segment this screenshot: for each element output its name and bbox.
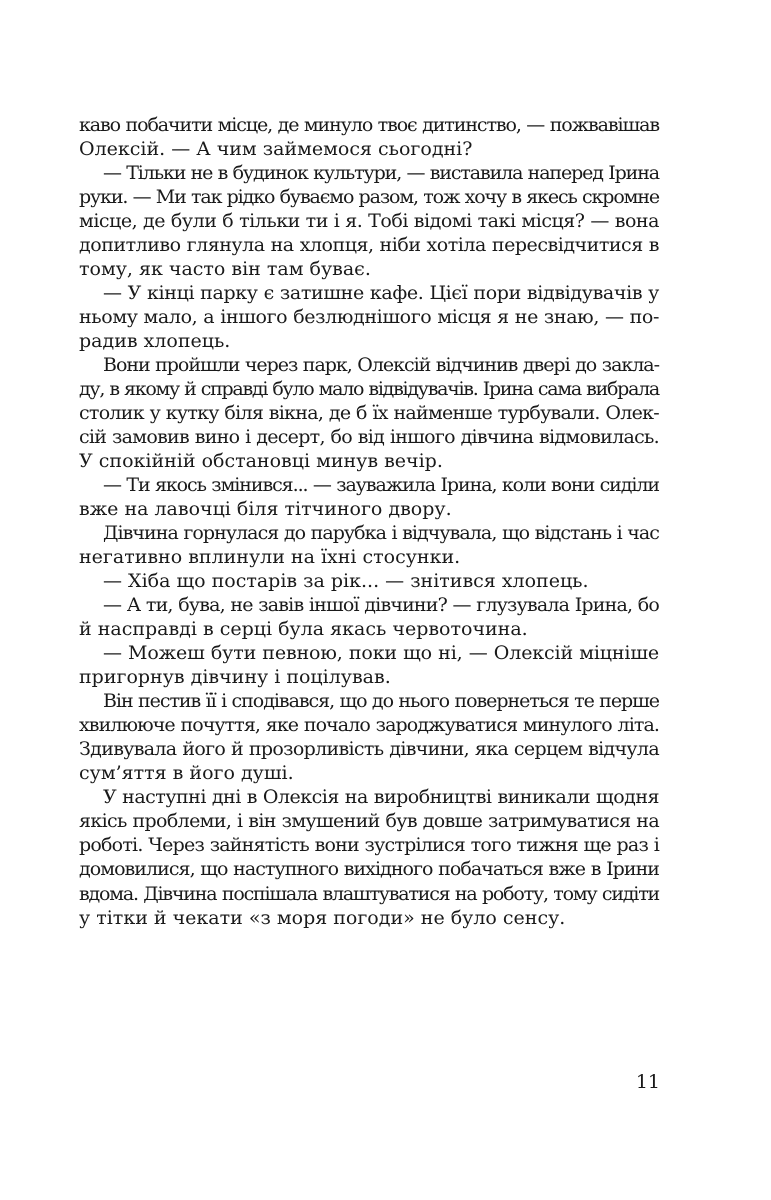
text-line: якісь проблеми, і він змушений був довше затримуватися на: [79, 810, 659, 833]
text-line: Здивувала його й прозорливість дівчини, яка серцем відчула: [79, 738, 659, 761]
text-line: — А ти, бува, не завів іншої дівчини? — глузувала Ірина, бо: [103, 594, 659, 617]
text-line: тому, як часто він там буває.: [79, 258, 371, 281]
page-number: 11: [635, 1071, 660, 1093]
text-line: допитливо глянула на хлопця, ніби хотіла пересвідчитися в: [79, 234, 659, 257]
text-line: Дівчина горнулася до парубка і відчувала, що відстань і час: [103, 522, 659, 545]
text-line: радив хлопець.: [79, 330, 231, 353]
text-line: — Ти якось змінився... — зауважила Ірина, коли вони сиділи: [103, 474, 659, 497]
text-line: ньому мало, а іншого безлюднішого місця я не знаю, — по-: [79, 306, 659, 329]
text-line: Олексій. — А чим займемося сьогодні?: [79, 138, 473, 161]
text-line: — Хіба що постарів за рік... — знітився хлопець.: [103, 570, 589, 593]
page-body-text: [79, 113, 659, 930]
text-line: у тітки й чекати «з моря погоди» не було сенсу.: [79, 906, 566, 929]
text-line: сум’яття в його душі.: [79, 762, 294, 785]
text-line: пригорнув дівчину і поцілував.: [79, 666, 391, 689]
text-line: руки. — Ми так рідко буваємо разом, тож хочу в якесь скромне: [79, 186, 659, 209]
text-line: каво побачити місце, де минуло твоє дитинство, — пожвавішав: [79, 114, 659, 136]
text-line: столик у кутку біля вікна, де б їх найменше турбували. Олек-: [79, 402, 659, 425]
text-line: У спокійній обстановці минув вечір.: [79, 450, 443, 473]
text-line: домовилися, що наступного вихідного побачаться вже в Ірини: [79, 858, 659, 881]
text-line: сій замовив вино і десерт, бо від іншого дівчина відмовилась.: [79, 426, 659, 449]
text-line: У наступні дні в Олексія на виробництві виникали щодня: [103, 786, 659, 809]
text-line: хвилююче почуття, яке почало зароджуватися минулого літа.: [79, 714, 659, 737]
text-line: Він пестив її і сподівався, що до нього повернеться те перше: [103, 690, 659, 713]
text-line: Вони пройшли через парк, Олексій відчинив двері до закла-: [103, 354, 659, 377]
text-line: вже на лавочці біля тітчиного двору.: [79, 498, 452, 521]
text-line: й насправді в серці була якась червоточина.: [79, 618, 528, 641]
text-line: місце, де були б тільки ти і я. Тобі відомі такі місця? — вона: [79, 210, 659, 233]
text-line: ду, в якому й справді було мало відвідувачів. Ірина сама вибрала: [79, 378, 659, 401]
text-line: — Тільки не в будинок культури, — виставила наперед Ірина: [103, 162, 659, 185]
text-line: — У кінці парку є затишне кафе. Цієї пори відвідувачів у: [103, 282, 659, 305]
text-line: вдома. Дівчина поспішала влаштуватися на роботу, тому сидіти: [79, 882, 659, 905]
text-line: — Можеш бути певною, поки що ні, — Олексій міцніше: [103, 642, 659, 665]
text-line: роботі. Через зайнятість вони зустрілися того тижня ще раз і: [79, 834, 659, 857]
text-line: негативно вплинули на їхні стосунки.: [79, 546, 461, 569]
